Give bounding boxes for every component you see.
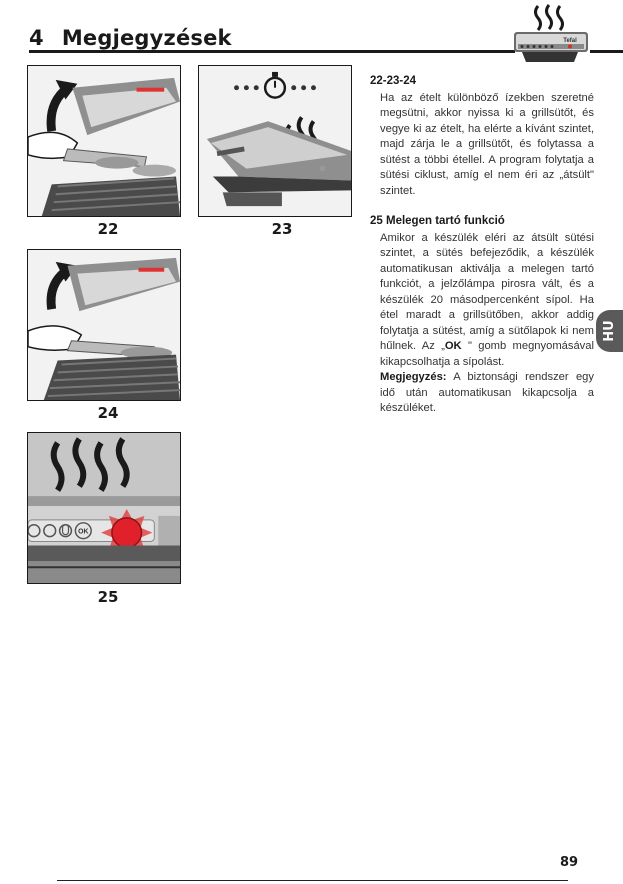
section-body-25-text-end: " gomb megnyomásával kikapcsolhatja a sípolást. [380,340,594,368]
ok-key-label: OK [444,340,462,352]
section-heading-25: 25 Melegen tartó funkció [370,215,505,227]
figure-24-label: 24 [97,404,119,422]
footer-rule [57,880,568,881]
instructions-column [370,74,594,417]
section-heading-22-23-24: 22-23-24 [370,75,417,87]
section-body-25 [380,231,594,417]
section-title: Megjegyzések [61,26,232,50]
brand-logo: Tefal [563,38,577,44]
note-text: A biztonsági rendszer egy idő után automatikusan kikapcsolja a készüléket. [380,371,594,414]
timer-steam-grill-illustration [199,66,351,216]
note-label: Megjegyzés: [380,371,447,383]
section-body-25-text: Amikor a készülék eléri az átsült sütési szintet, a sütés befejeződik, a készülék automatikusan aktiválja a melegen tartó funkciót, a jelzőlámpa pirosra vált, és a készülék 20 másodpercenként sípol. Ha étel maradt a grillsütőben, akkor addig folytatja a sütést, amíg a sütőlapok ki nem hűlnek. Az „ [380,231,594,352]
grill-with-steam-icon [508,2,592,68]
figure-25 [27,432,181,584]
section-number: 4 [29,26,44,50]
header-rule-right [590,50,623,53]
panel-ok-button: OK [78,528,89,536]
open-lid-arrow-illustration-2 [28,250,180,400]
figure-22-label: 22 [97,220,119,238]
figure-24 [27,249,181,401]
figure-25-label: 25 [97,588,119,606]
open-lid-arrow-illustration [28,66,180,216]
control-panel-red-light-illustration [28,433,180,583]
figure-22 [27,65,181,217]
language-tab-label: HU [602,320,617,342]
language-tab [596,310,623,352]
page-number: 89 [560,855,579,870]
page-title [29,26,232,50]
figure-23 [198,65,352,217]
header-rule [29,50,515,53]
section-body-22-23-24: Ha az ételt különböző ízekben szeretné megsütni, akkor nyissa ki a grillsütőt, és vegye ki az ételt, ha elérte a kívánt szintet, majd zárja le a grillsütőt, és folytassa a sütést a többi étellel. A program folytatja a sütési ciklust, amíg el nem éri az „átsült" szintet. [380,91,594,197]
figure-23-label: 23 [271,220,293,238]
